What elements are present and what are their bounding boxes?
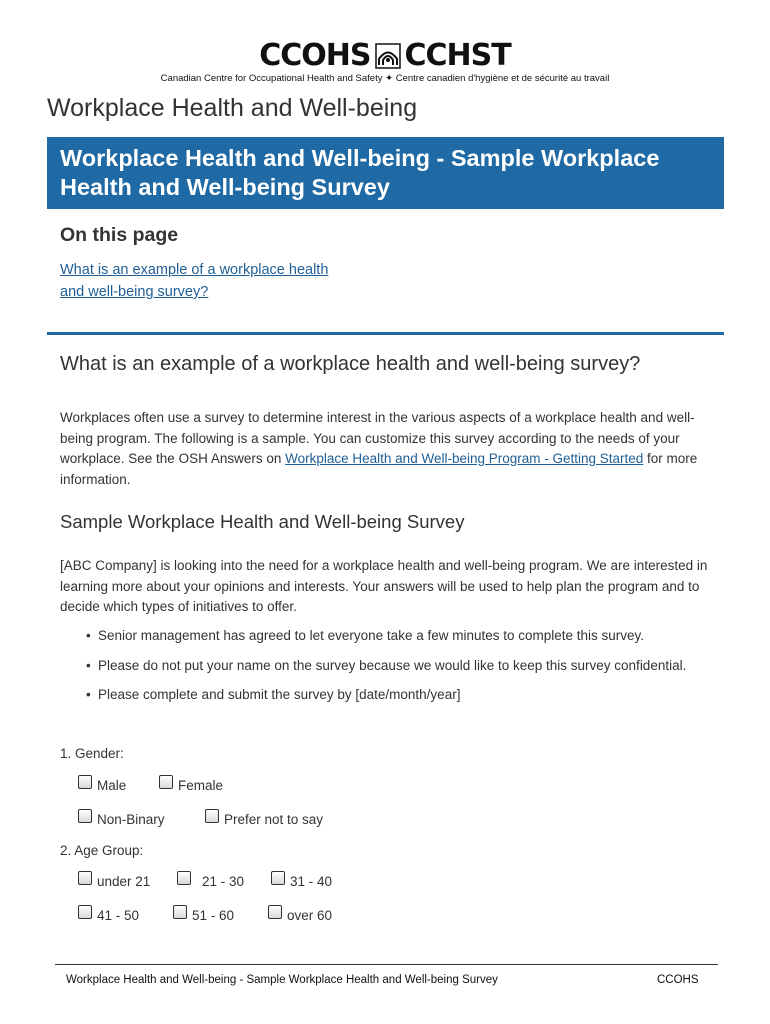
- list-item: [60, 626, 720, 647]
- list-item: [60, 685, 720, 706]
- survey-title: Sample Workplace Health and Well-being Survey: [60, 511, 465, 532]
- option-label: 31 - 40: [290, 874, 333, 889]
- page-heading: Workplace Health and Well-being: [47, 94, 418, 122]
- option-male[interactable]: [78, 778, 126, 793]
- option-label: Male: [97, 778, 127, 793]
- survey-bullet-list: [60, 626, 720, 715]
- question-age-label: 2. Age Group:: [60, 843, 144, 858]
- checkbox-icon[interactable]: [78, 871, 92, 885]
- section-title: What is an example of a workplace health and well-being survey?: [60, 353, 641, 375]
- option-under-21[interactable]: [78, 874, 150, 889]
- page-title: Workplace Health and Well-being - Sample Workplace Health and Well-being Survey: [60, 145, 660, 200]
- option-label: 51 - 60: [192, 908, 235, 923]
- option-21-30[interactable]: [177, 874, 244, 889]
- checkbox-icon[interactable]: [205, 809, 219, 823]
- footer-divider: [55, 964, 718, 965]
- option-label: under 21: [97, 874, 151, 889]
- bullet-text: Senior management has agreed to let everyone take a few minutes to complete this survey.: [98, 628, 645, 643]
- hardhat-emblem-icon: [375, 43, 401, 69]
- option-label: over 60: [287, 908, 333, 923]
- option-over-60[interactable]: [268, 908, 332, 923]
- option-label: Non-Binary: [97, 812, 165, 827]
- checkbox-icon[interactable]: [268, 905, 282, 919]
- option-prefer-not-to-say[interactable]: [205, 812, 323, 827]
- survey-intro: [ABC Company] is looking into the need for a workplace health and well-being program. We are interested in learning more about your opinions and interests. Your answers will be used to help plan the program and to decide which types of initiatives to offer.: [60, 558, 708, 614]
- option-31-40[interactable]: [271, 874, 332, 889]
- section-intro: [60, 408, 710, 490]
- option-label: Female: [178, 778, 224, 793]
- option-41-50[interactable]: [78, 908, 139, 923]
- list-item: [60, 656, 720, 677]
- bullet-icon: •: [86, 687, 91, 702]
- title-banner: [47, 137, 724, 209]
- checkbox-icon[interactable]: [177, 871, 191, 885]
- getting-started-link[interactable]: Workplace Health and Well-being Program - Getting Started: [285, 451, 644, 466]
- bullet-icon: •: [86, 628, 91, 643]
- intro-text-end: for more information.: [60, 451, 698, 487]
- checkbox-icon[interactable]: [78, 775, 92, 789]
- option-label: 41 - 50: [97, 908, 140, 923]
- question-gender-label: 1. Gender:: [60, 746, 124, 761]
- logo-left-text: CCOHS: [259, 38, 371, 73]
- checkbox-icon[interactable]: [173, 905, 187, 919]
- option-non-binary[interactable]: [78, 812, 165, 827]
- toc-link-survey-example[interactable]: What is an example of a workplace health and well-being survey?: [60, 262, 329, 300]
- section-divider: [47, 332, 724, 335]
- checkbox-icon[interactable]: [78, 905, 92, 919]
- logo-right-text: CCHST: [404, 38, 511, 73]
- checkbox-icon[interactable]: [159, 775, 173, 789]
- bullet-text: Please complete and submit the survey by [date/month/year]: [98, 687, 461, 702]
- option-label: 21 - 30: [202, 874, 245, 889]
- intro-text: Workplaces often use a survey to determine interest in the various aspects of a workplace health and well-being program. The following is a sample. You can customize this survey according to the needs of your workplace. See the OSH Answers on: [60, 410, 695, 466]
- option-label: Prefer not to say: [224, 812, 324, 827]
- checkbox-icon[interactable]: [271, 871, 285, 885]
- footer-title: Workplace Health and Well-being - Sample Workplace Health and Well-being Survey: [66, 974, 498, 986]
- logo-subtitle: Canadian Centre for Occupational Health and Safety ✦ Centre canadien d'hygiène et de sécurité au travail: [160, 73, 610, 84]
- footer-org: CCOHS: [657, 974, 699, 986]
- ccohs-logo: [0, 40, 770, 72]
- bullet-icon: •: [86, 657, 91, 673]
- bullet-text: Please do not put your name on the survey because we would like to keep this survey confidential.: [98, 657, 687, 673]
- option-51-60[interactable]: [173, 908, 234, 923]
- option-female[interactable]: [159, 778, 223, 793]
- toc-heading: On this page: [60, 224, 179, 246]
- checkbox-icon[interactable]: [78, 809, 92, 823]
